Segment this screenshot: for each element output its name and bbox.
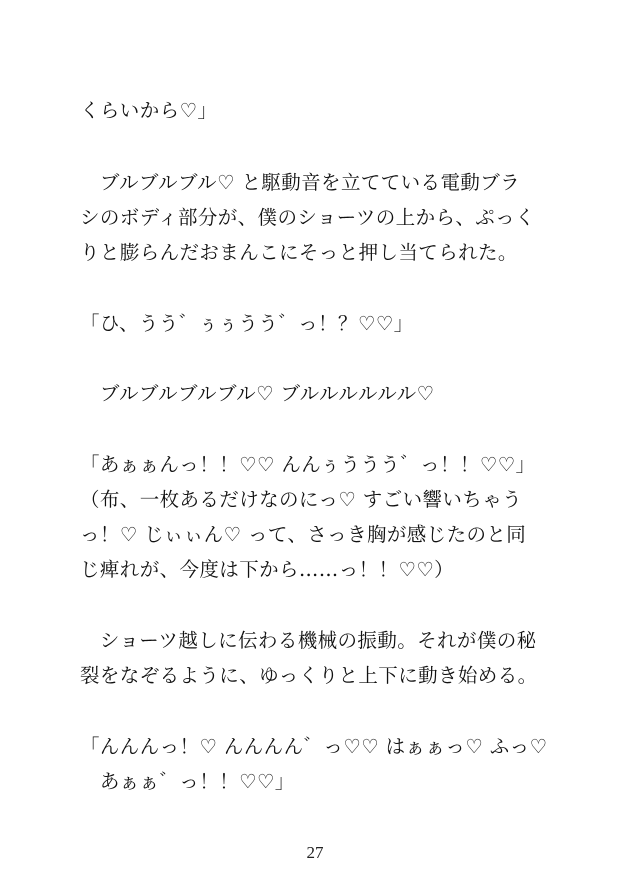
text-line: っ！♡ じぃぃん♡ って、さっき胸が感じたのと同 bbox=[80, 523, 527, 546]
text-line: 「んんんっ！♡ んんんん゛っ♡♡ はぁぁっ♡ ふっ♡ bbox=[80, 735, 548, 758]
page-number: 27 bbox=[306, 843, 324, 862]
text-line: ブルブルブル♡ と駆動音を立てている電動ブラ bbox=[80, 171, 521, 194]
text-line: シのボディ部分が、僕のショーツの上から、ぷっく bbox=[80, 206, 535, 229]
text-line: あぁぁ゛っ！！♡♡」 bbox=[80, 770, 295, 793]
text-line: じ痺れが、今度は下から……っ！！♡♡） bbox=[80, 558, 455, 581]
text-line: 「あぁぁんっ！！♡♡ んんぅううう゛っ！！♡♡」 bbox=[80, 453, 536, 476]
text-line: くらいから♡」 bbox=[80, 99, 218, 122]
text-line: 「ひ、うう゛ぅぅうう゛っ！？♡♡」 bbox=[80, 312, 414, 335]
text-line: （布、一枚あるだけなのにっ♡ すごい響いちゃう bbox=[80, 488, 522, 511]
text-line: りと膨らんだおまんこにそっと押し当てられた。 bbox=[80, 241, 518, 264]
text-line: ショーツ越しに伝わる機械の振動。それが僕の秘 bbox=[80, 629, 537, 652]
text-line: ブルブルブルブル♡ ブルルルルルル♡ bbox=[80, 382, 435, 405]
text-line: 裂をなぞるように、ゆっくりと上下に動き始める。 bbox=[80, 664, 538, 687]
